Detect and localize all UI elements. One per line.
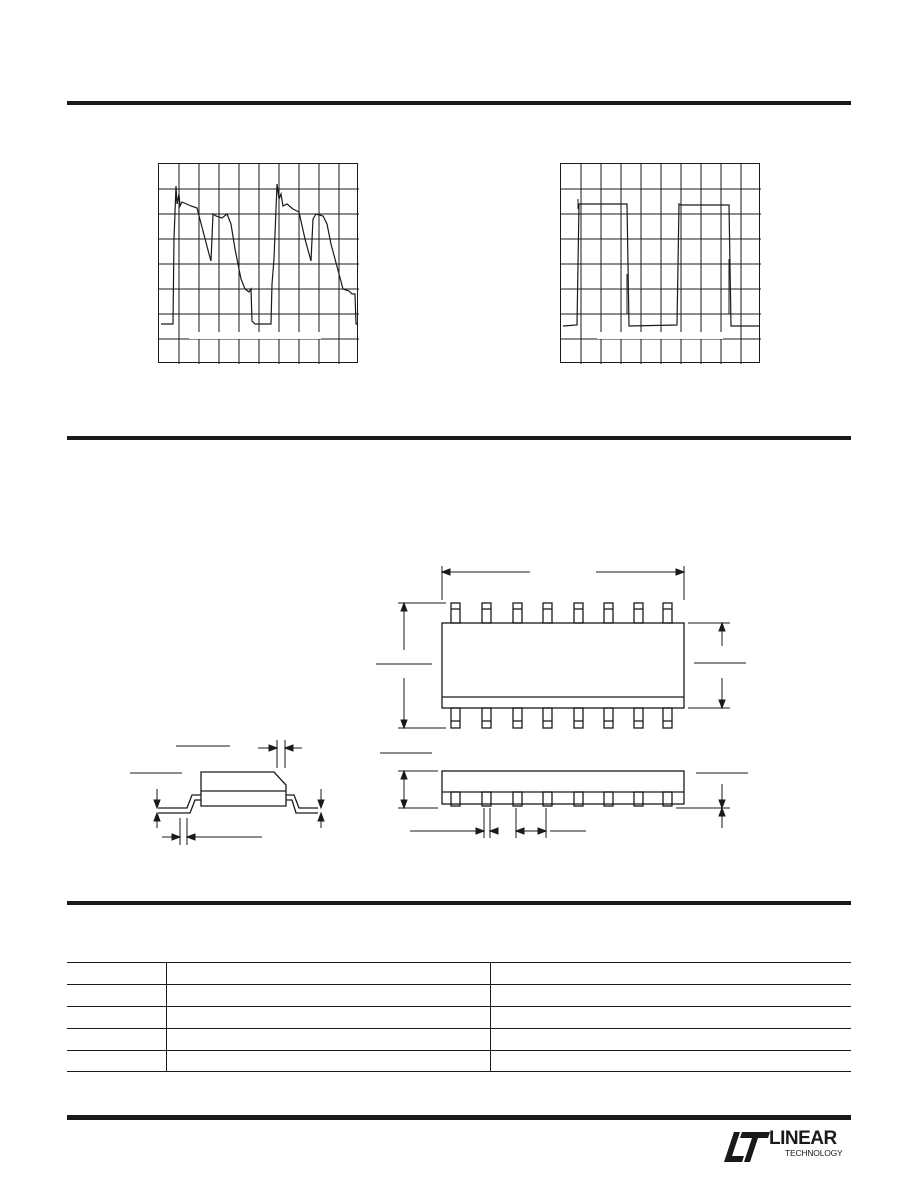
table-row [67,1006,851,1028]
section-rule-bottom [67,1115,851,1120]
package-body-top-view [442,623,684,708]
lt-logo-icon [722,1128,772,1164]
package-body-front-view [442,771,684,804]
table-row [67,984,851,1006]
logo-word-linear: LINEAR [769,1128,837,1149]
logo-word-technology: TECHNOLOGY [785,1148,843,1158]
table-row [67,962,851,984]
specification-table [67,962,851,1072]
section-rule-table [67,901,851,905]
package-body-end-view [201,772,286,806]
linear-technology-logo [722,1128,852,1164]
table-row [67,1050,851,1072]
table-row [67,1028,851,1050]
